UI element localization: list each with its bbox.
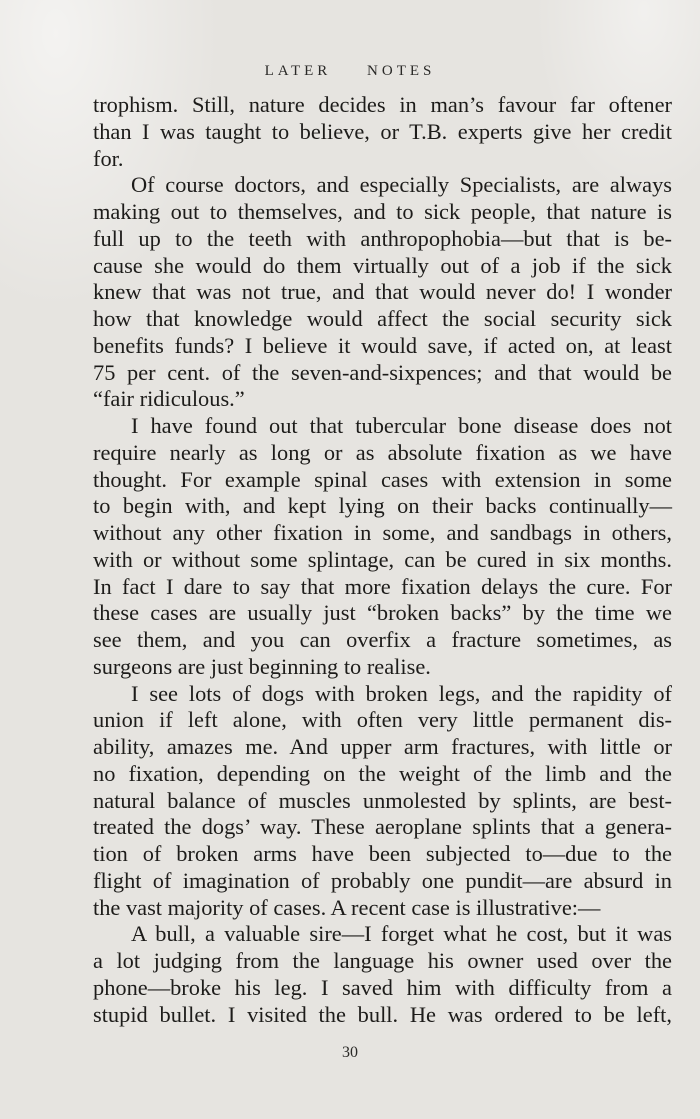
- text-line: phone—broke his leg. I saved him with difficulty from a: [93, 974, 672, 1000]
- text-line: treated the dogs’ way. These aeroplane splints that a genera‐: [93, 814, 672, 840]
- page-number: 30: [342, 1044, 358, 1061]
- text-line: thought. For example spinal cases with extension in some: [93, 466, 672, 492]
- text-line: ability, amazes me. And upper arm fractures, with little or: [93, 734, 672, 759]
- text-line: I have found out that tubercular bone disease does not: [131, 413, 672, 438]
- text-line: Of course doctors, and especially Specialists, are always: [131, 172, 672, 198]
- running-head-right: NOTES: [367, 63, 436, 79]
- text-line: for.: [93, 145, 124, 171]
- text-line: making out to themselves, and to sick people, that nature is: [93, 199, 672, 224]
- text-line: than I was taught to believe, or T.B. experts give her credit: [93, 118, 672, 144]
- text-line: full up to the teeth with anthropophobia—but that is be‐: [93, 225, 672, 251]
- text-line: how that knowledge would affect the social security sick: [93, 306, 672, 331]
- text-line: benefits funds? I believe it would save, if acted on, at least: [93, 332, 672, 358]
- text-line: these cases are usually just “broken backs” by the time we: [93, 600, 672, 626]
- running-head-left: LATER: [264, 63, 332, 79]
- text-line: no fixation, depending on the weight of the limb and the: [93, 760, 672, 786]
- text-line: In fact I dare to say that more fixation delays the cure. For: [93, 573, 672, 599]
- text-line: a lot judging from the language his owner used over the: [93, 948, 672, 973]
- text-line: to begin with, and kept lying on their backs continually—: [93, 493, 672, 519]
- text-line: union if left alone, with often very little permanent dis‐: [93, 707, 672, 733]
- text-line: stupid bullet. I visited the bull. He was ordered to be left,: [93, 1001, 672, 1027]
- text-line: with or without some splintage, can be cured in six months.: [93, 546, 672, 572]
- text-line: see them, and you can overfix a fracture sometimes, as: [93, 627, 672, 652]
- text-line: flight of imagination of probably one pundit—are absurd in: [93, 867, 672, 893]
- text-line: trophism. Still, nature decides in man’s favour far oftener: [93, 92, 672, 117]
- text-line: natural balance of muscles unmolested by splints, are best‐: [93, 787, 672, 813]
- text-line: the vast majority of cases. A recent case is illustrative:—: [93, 894, 601, 920]
- text-line: require nearly as long or as absolute fixation as we have: [93, 439, 672, 465]
- text-line: knew that was not true, and that would never do! I wonder: [93, 279, 672, 305]
- text-line: 75 per cent. of the seven‐and‐sixpences; and that would be: [93, 359, 672, 385]
- text-line: A bull, a valuable sire—I forget what he cost, but it was: [131, 921, 672, 947]
- text-line: “fair ridiculous.”: [93, 386, 245, 412]
- text-line: cause she would do them virtually out of a job if the sick: [93, 252, 672, 278]
- text-line: surgeons are just beginning to realise.: [93, 653, 431, 679]
- body-text: [93, 92, 672, 1028]
- running-head: [0, 63, 700, 80]
- text-line: I see lots of dogs with broken legs, and the rapidity of: [131, 680, 672, 706]
- text-line: without any other fixation in some, and sandbags in others,: [93, 520, 672, 545]
- text-line: tion of broken arms have been subjected to—due to the: [93, 841, 672, 866]
